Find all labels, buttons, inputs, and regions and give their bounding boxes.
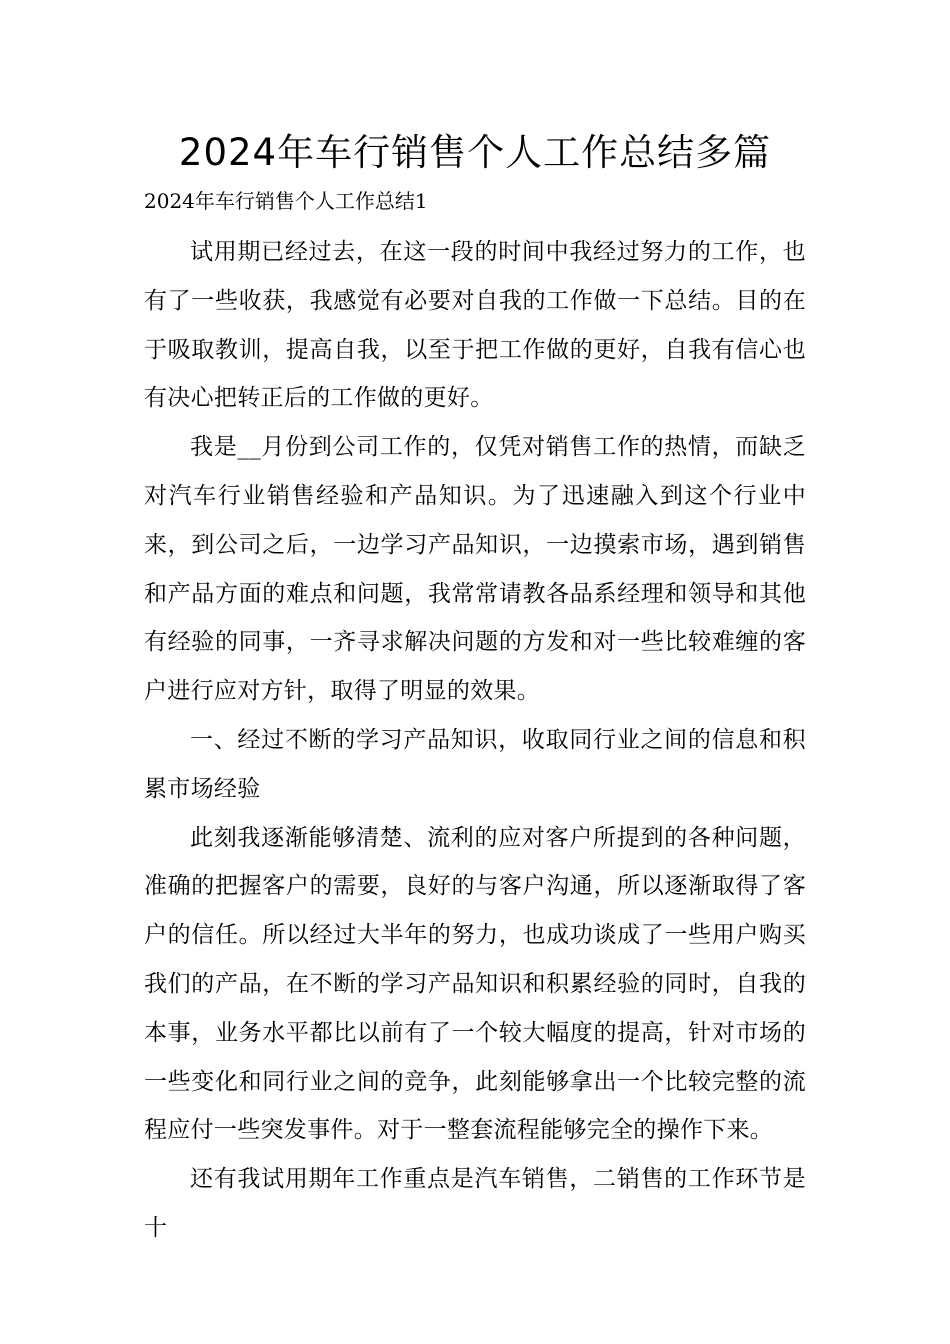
document-body [144, 228, 806, 1253]
paragraph-2: 我是__月份到公司工作的，仅凭对销售工作的热情，而缺乏对汽车行业销售经验和产品知识。为了迅速融入到这个行业中来，到公司之后，一边学习产品知识，一边摸索市场，遇到销售和产品方面的难点和问题，我常常请教各品系经理和领导和其他有经验的同事，一齐寻求解决问题的方发和对一些比较难缠的客户进行应对方针，取得了明显的效果。 [144, 434, 806, 705]
paragraph-1: 试用期已经过去，在这一段的时间中我经过努力的工作，也有了一些收获，我感觉有必要对自我的工作做一下总结。目的在于吸取教训，提高自我，以至于把工作做的更好，自我有信心也有决心把转正后的工作做的更好。 [144, 239, 806, 412]
paragraph-4: 此刻我逐渐能够清楚、流利的应对客户所提到的各种问题，准确的把握客户的需要，良好的与客户沟通，所以逐渐取得了客户的信任。所以经过大半年的努力，也成功谈成了一些用户购买我们的产品，在不断的学习产品知识和积累经验的同时，自我的本事，业务水平都比以前有了一个较大幅度的提高，针对市场的一些变化和同行业之间的竞争，此刻能够拿出一个比较完整的流程应付一些突发事件。对于一整套流程能够完全的操作下来。 [144, 824, 806, 1144]
section-heading: 2024年车行销售个人工作总结1 [144, 189, 428, 213]
document-title: 2024年车行销售个人工作总结多篇 [178, 131, 772, 174]
paragraph-3: 一、经过不断的学习产品知识，收取同行业之间的信息和积累市场经验 [144, 726, 806, 802]
paragraph-5: 还有我试用期年工作重点是汽车销售，二销售的工作环节是十 [144, 1166, 806, 1241]
